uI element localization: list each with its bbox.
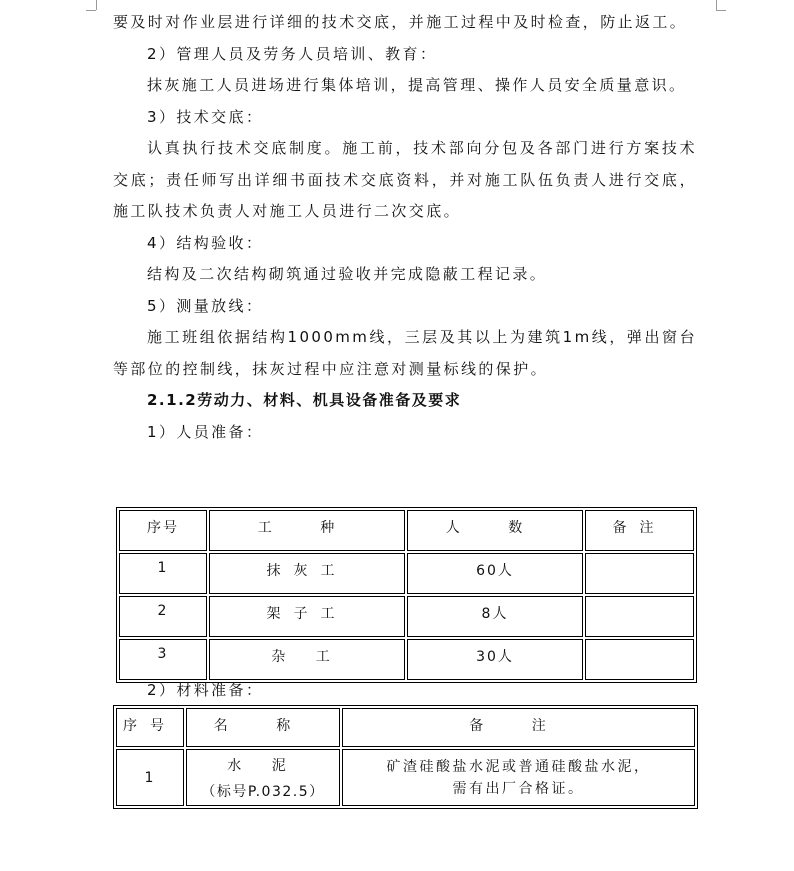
materials-table (113, 705, 698, 809)
table-row (116, 749, 695, 806)
cell-no: 2 (119, 596, 207, 637)
paragraph: 抹灰施工人员进场进行集体培训，提高管理、操作人员安全质量意识。 (147, 76, 687, 94)
cell-trade: 架子工 (209, 596, 405, 637)
header-cell: 备注 (585, 510, 694, 551)
cell-material (186, 749, 340, 806)
paragraph: 结构及二次结构砌筑通过验收并完成隐蔽工程记录。 (147, 265, 548, 283)
header-cell: 名 称 (186, 708, 340, 747)
cell-trade: 抹灰工 (209, 553, 405, 594)
crop-mark (716, 0, 717, 10)
section-heading: 2.1.2劳动力、材料、机具设备准备及要求 (147, 391, 462, 409)
crop-mark (96, 0, 97, 10)
header-cell: 人 数 (407, 510, 583, 551)
cell-note: 矿渣硅酸盐水泥或普通硅酸盐水泥，需有出厂合格证。 (342, 749, 695, 806)
table-row (119, 596, 694, 637)
personnel-table (116, 507, 697, 683)
table-header-row (119, 510, 694, 551)
header-cell: 备 注 (342, 708, 695, 747)
header-cell: 工 种 (209, 510, 405, 551)
subheading: 2）管理人员及劳务人员培训、教育： (147, 44, 438, 63)
subheading: 3）技术交底： (147, 107, 264, 126)
cell-no: 3 (119, 639, 207, 680)
paragraph: 要及时对作业层进行详细的技术交底，并施工过程中及时检查，防止返工。 (113, 13, 688, 31)
document-page (113, 0, 697, 448)
header-cell: 序号 (116, 708, 184, 747)
cell-count: 30人 (407, 639, 583, 680)
cell-trade: 杂 工 (209, 639, 405, 680)
table-header-row (116, 708, 695, 747)
cell-note (585, 596, 694, 637)
cell-count: 8人 (407, 596, 583, 637)
header-cell: 序号 (119, 510, 207, 551)
cell-note (585, 553, 694, 594)
cell-note (585, 639, 694, 680)
paragraph: 施工班组依据结构1000mm线，三层及其以上为建筑1m线，弹出窗台等部位的控制线，抹灰过程中应注意对测量标线的保护。 (113, 328, 697, 378)
cell-no: 1 (116, 749, 184, 806)
paragraph: 认真执行技术交底制度。施工前，技术部向分包及各部门进行方案技术交底；责任师写出详细书面技术交底资料，并对施工队伍负责人进行交底，施工队技术负责人对施工人员进行二次交底。 (113, 139, 697, 220)
material-name: 水 泥 (227, 758, 299, 774)
crop-mark (86, 10, 96, 11)
material-grade: （标号P.032.5） (201, 784, 325, 800)
table-row (119, 553, 694, 594)
subheading: 4）结构验收： (147, 233, 264, 252)
personnel-label: 1）人员准备： (147, 422, 264, 441)
table-row (119, 639, 694, 680)
crop-mark (716, 10, 726, 11)
cell-count: 60人 (407, 553, 583, 594)
materials-label: 2）材料准备： (147, 681, 264, 699)
cell-no: 1 (119, 553, 207, 594)
subheading: 5）测量放线： (147, 296, 264, 315)
